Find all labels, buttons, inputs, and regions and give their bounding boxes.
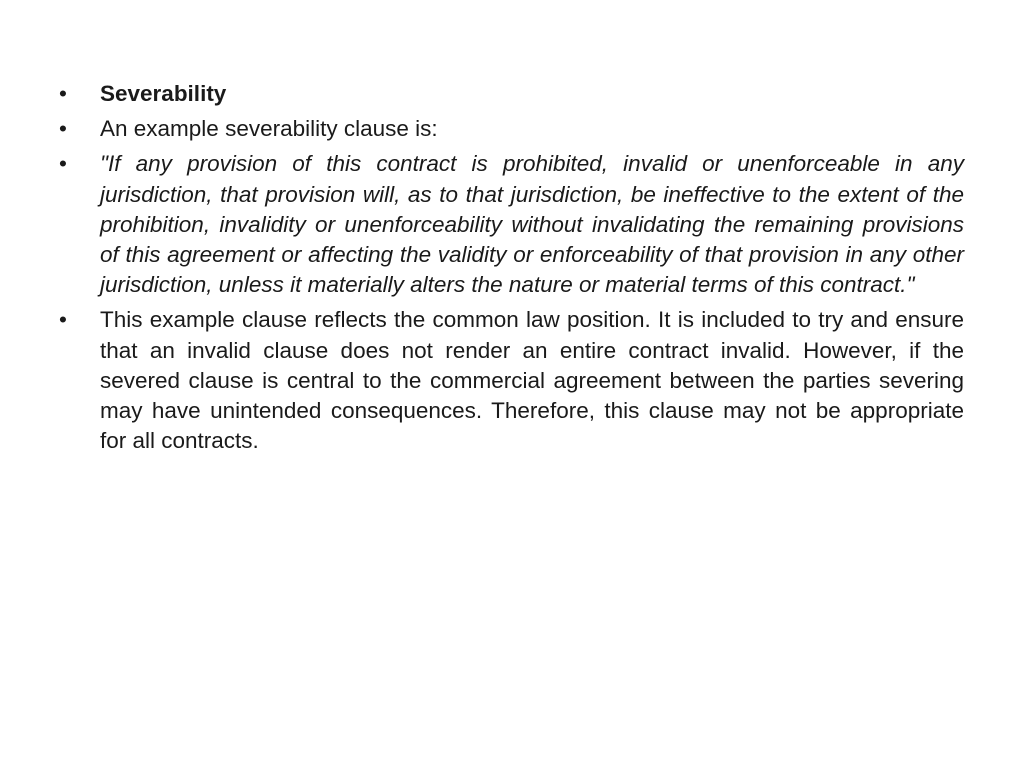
bullet-marker: • bbox=[59, 116, 67, 142]
bullet-item-heading bbox=[59, 79, 964, 109]
bullet-marker: • bbox=[59, 81, 67, 106]
clause-quote-text: "If any provision of this contract is prohibited, invalid or unenforceable in any jurisdiction, that provision will, as to that jurisdiction, be ineffective to the extent of the prohibition, invalidity or unenforceability without invalidating the remaining provisions of this agreement or affecting the validity or enforceability of that provision in any other jurisdiction, unless it materially alters the nature or material terms of this contract." bbox=[100, 151, 964, 298]
heading-text: Severability bbox=[100, 81, 227, 106]
intro-text: An example severability clause is: bbox=[100, 116, 438, 142]
bullet-marker: • bbox=[59, 151, 67, 177]
bullet-item-intro bbox=[59, 114, 964, 144]
bullet-list bbox=[59, 79, 964, 461]
bullet-item-explanation bbox=[59, 305, 964, 456]
bullet-item-clause bbox=[59, 149, 964, 300]
explanation-text: This example clause reflects the common law position. It is included to try and ensure that an invalid clause does not render an entire contract invalid. However, if the severed clause is central to the commercial agreement between the parties severing may have unintended consequences. Therefore, this clause may not be appropriate for all contracts. bbox=[100, 307, 964, 454]
bullet-marker: • bbox=[59, 307, 67, 333]
